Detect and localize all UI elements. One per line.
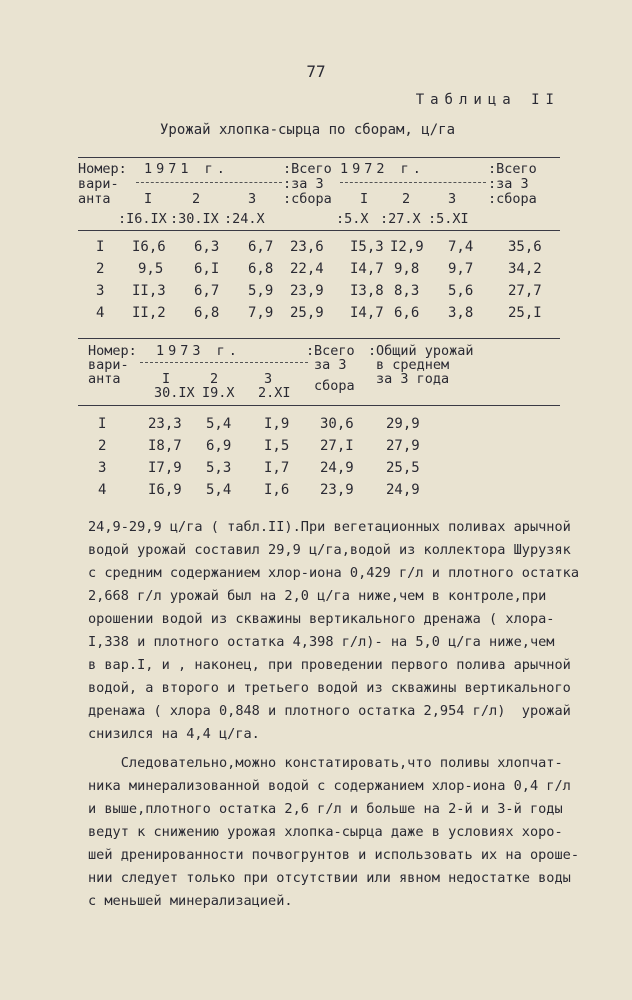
cell: 24,9 — [320, 460, 354, 476]
subcol-2: 2 — [402, 191, 411, 207]
total-1972-line2: :за 3 — [488, 176, 529, 192]
cell: 27,7 — [508, 283, 542, 299]
cell: 9,7 — [448, 261, 474, 277]
cell: I6,6 — [132, 239, 166, 255]
cell: 7,9 — [248, 305, 274, 321]
variant-number: 2 — [98, 438, 107, 454]
date-4: :5.X — [336, 211, 369, 227]
cell: 23,9 — [290, 283, 324, 299]
page-number: 77 — [306, 62, 326, 81]
variant-number: I — [98, 416, 107, 432]
cell: 24,9 — [386, 482, 420, 498]
variant-number: 2 — [96, 261, 105, 277]
header-number-line3: анта — [88, 371, 121, 387]
variant-number: 3 — [96, 283, 105, 299]
total-line3: сбора — [314, 378, 355, 394]
cell: 34,2 — [508, 261, 542, 277]
total-line1: Всего — [314, 343, 355, 359]
overall-line1: Общий урожай — [376, 343, 474, 359]
subcol-2: 2 — [210, 371, 219, 387]
date-3: 2.XI — [258, 385, 291, 401]
cell: 6,7 — [248, 239, 274, 255]
date-1: 30.IX — [154, 385, 195, 401]
cell: I,6 — [264, 482, 290, 498]
cell: I2,9 — [390, 239, 424, 255]
subcol-3: 3 — [448, 191, 457, 207]
cell: 22,4 — [290, 261, 324, 277]
header-dash — [136, 182, 282, 183]
date-2: I9.X — [202, 385, 235, 401]
table-rule — [78, 338, 560, 339]
cell: 8,3 — [394, 283, 420, 299]
total-1972-line3: :сбора — [488, 191, 537, 207]
cell: I6,9 — [148, 482, 182, 498]
cell: 6,8 — [194, 305, 220, 321]
cell: 35,6 — [508, 239, 542, 255]
header-number-line3: анта — [78, 191, 111, 207]
table-label: Таблица II — [415, 92, 560, 108]
date-5: :27.X — [380, 211, 421, 227]
yield-table-1971-1972 — [78, 155, 560, 325]
cell: 5,4 — [206, 482, 232, 498]
table-rule — [78, 230, 560, 231]
overall-line3: за 3 года — [376, 371, 450, 387]
total-1971-line1: :Всего — [283, 161, 332, 177]
variant-number: 4 — [98, 482, 107, 498]
variant-number: 3 — [98, 460, 107, 476]
header-dash — [340, 182, 486, 183]
cell: 27,9 — [386, 438, 420, 454]
cell: 25,9 — [290, 305, 324, 321]
total-1971-line2: :за 3 — [283, 176, 324, 192]
cell: 5,3 — [206, 460, 232, 476]
subcol-2: 2 — [192, 191, 201, 207]
cell: 25,I — [508, 305, 542, 321]
table-rule — [78, 157, 560, 158]
cell: I,7 — [264, 460, 290, 476]
cell: I,9 — [264, 416, 290, 432]
total-1972-line1: :Всего — [488, 161, 537, 177]
cell: 6,7 — [194, 283, 220, 299]
date-3: :24.X — [224, 211, 265, 227]
cell: II,3 — [132, 283, 166, 299]
cell: 30,6 — [320, 416, 354, 432]
cell: 25,5 — [386, 460, 420, 476]
cell: 23,9 — [320, 482, 354, 498]
overall-line2: в среднем — [376, 357, 450, 373]
variant-number: I — [96, 239, 105, 255]
year-1973-header: 1973 г. — [156, 343, 241, 359]
header-dash — [140, 362, 308, 363]
cell: 9,5 — [138, 261, 164, 277]
cell: 29,9 — [386, 416, 420, 432]
header-number-line2: вари- — [88, 357, 129, 373]
subcol-3: 3 — [264, 371, 273, 387]
cell: 9,8 — [394, 261, 420, 277]
date-2: :30.IX — [170, 211, 219, 227]
variant-number: 4 — [96, 305, 105, 321]
table-rule — [78, 405, 560, 406]
header-number-line2: вари- — [78, 176, 119, 192]
date-6: :5.XI — [428, 211, 469, 227]
subcol-1: I — [144, 191, 153, 207]
total-1971-line3: :сбора — [283, 191, 332, 207]
cell: 5,9 — [248, 283, 274, 299]
body-paragraph-2: Следовательно,можно констатировать,что поливы хлопчат- ника минерализованной водой с содержанием хлор-иона 0,4 г/л и выше,плотного остатка 2,6 г/л и больше на 2-й и 3-й годы ведут к снижению урожая хлопка-сырца даже в условиях хоро- шей дренированности почвогрунтов и использовать их на ороше- нии следует только при отсутствии или явном недостатке воды с меньшей минерализацией. — [88, 755, 580, 909]
cell: 6,3 — [194, 239, 220, 255]
header-number-line1: Номер: — [88, 343, 137, 359]
cell: I5,3 — [350, 239, 384, 255]
separator: : — [368, 343, 377, 359]
cell: 6,I — [194, 261, 220, 277]
subcol-3: 3 — [248, 191, 257, 207]
subcol-1: I — [360, 191, 369, 207]
separator: : — [306, 343, 315, 359]
cell: 7,4 — [448, 239, 474, 255]
cell: 6,8 — [248, 261, 274, 277]
total-line2: за 3 — [314, 357, 347, 373]
cell: 23,6 — [290, 239, 324, 255]
cell: I4,7 — [350, 261, 384, 277]
cell: II,2 — [132, 305, 166, 321]
cell: 27,I — [320, 438, 354, 454]
cell: I3,8 — [350, 283, 384, 299]
header-number-line1: Номер: — [78, 161, 127, 177]
cell: 5,6 — [448, 283, 474, 299]
yield-table-1973 — [78, 338, 560, 498]
table-title: Урожай хлопка-сырца по сборам, ц/га — [160, 122, 456, 138]
subcol-1: I — [162, 371, 171, 387]
cell: I8,7 — [148, 438, 182, 454]
cell: 6,9 — [206, 438, 232, 454]
date-1: :I6.IX — [118, 211, 167, 227]
year-1971-header: 1971 г. — [144, 161, 229, 177]
cell: 3,8 — [448, 305, 474, 321]
cell: 5,4 — [206, 416, 232, 432]
cell: I4,7 — [350, 305, 384, 321]
cell: 6,6 — [394, 305, 420, 321]
cell: I,5 — [264, 438, 290, 454]
body-paragraph-1: 24,9-29,9 ц/га ( табл.II).При вегетационных поливах арычной водой урожай составил 29,9 ц/га,водой из коллектора Шурузяк с средним содержанием хлор-иона 0,429 г/л и плотного остатка 2,668 г/л урожай был на 2,0 ц/га ниже,чем в контроле,при орошении водой из скважины вертикального дренажа ( хлора- I,338 и плотного остатка 4,398 г/л)- на 5,0 ц/га ниже,чем в вар.I, и , наконец, при проведении первого полива арычной водой, а второго и третьего водой из скважины вертикального дренажа ( хлора 0,848 и плотного остатка 2,954 г/л) урожай снизился на 4,4 ц/га. — [88, 519, 580, 742]
cell: 23,3 — [148, 416, 182, 432]
year-1972-header: 1972 г. — [340, 161, 425, 177]
cell: I7,9 — [148, 460, 182, 476]
